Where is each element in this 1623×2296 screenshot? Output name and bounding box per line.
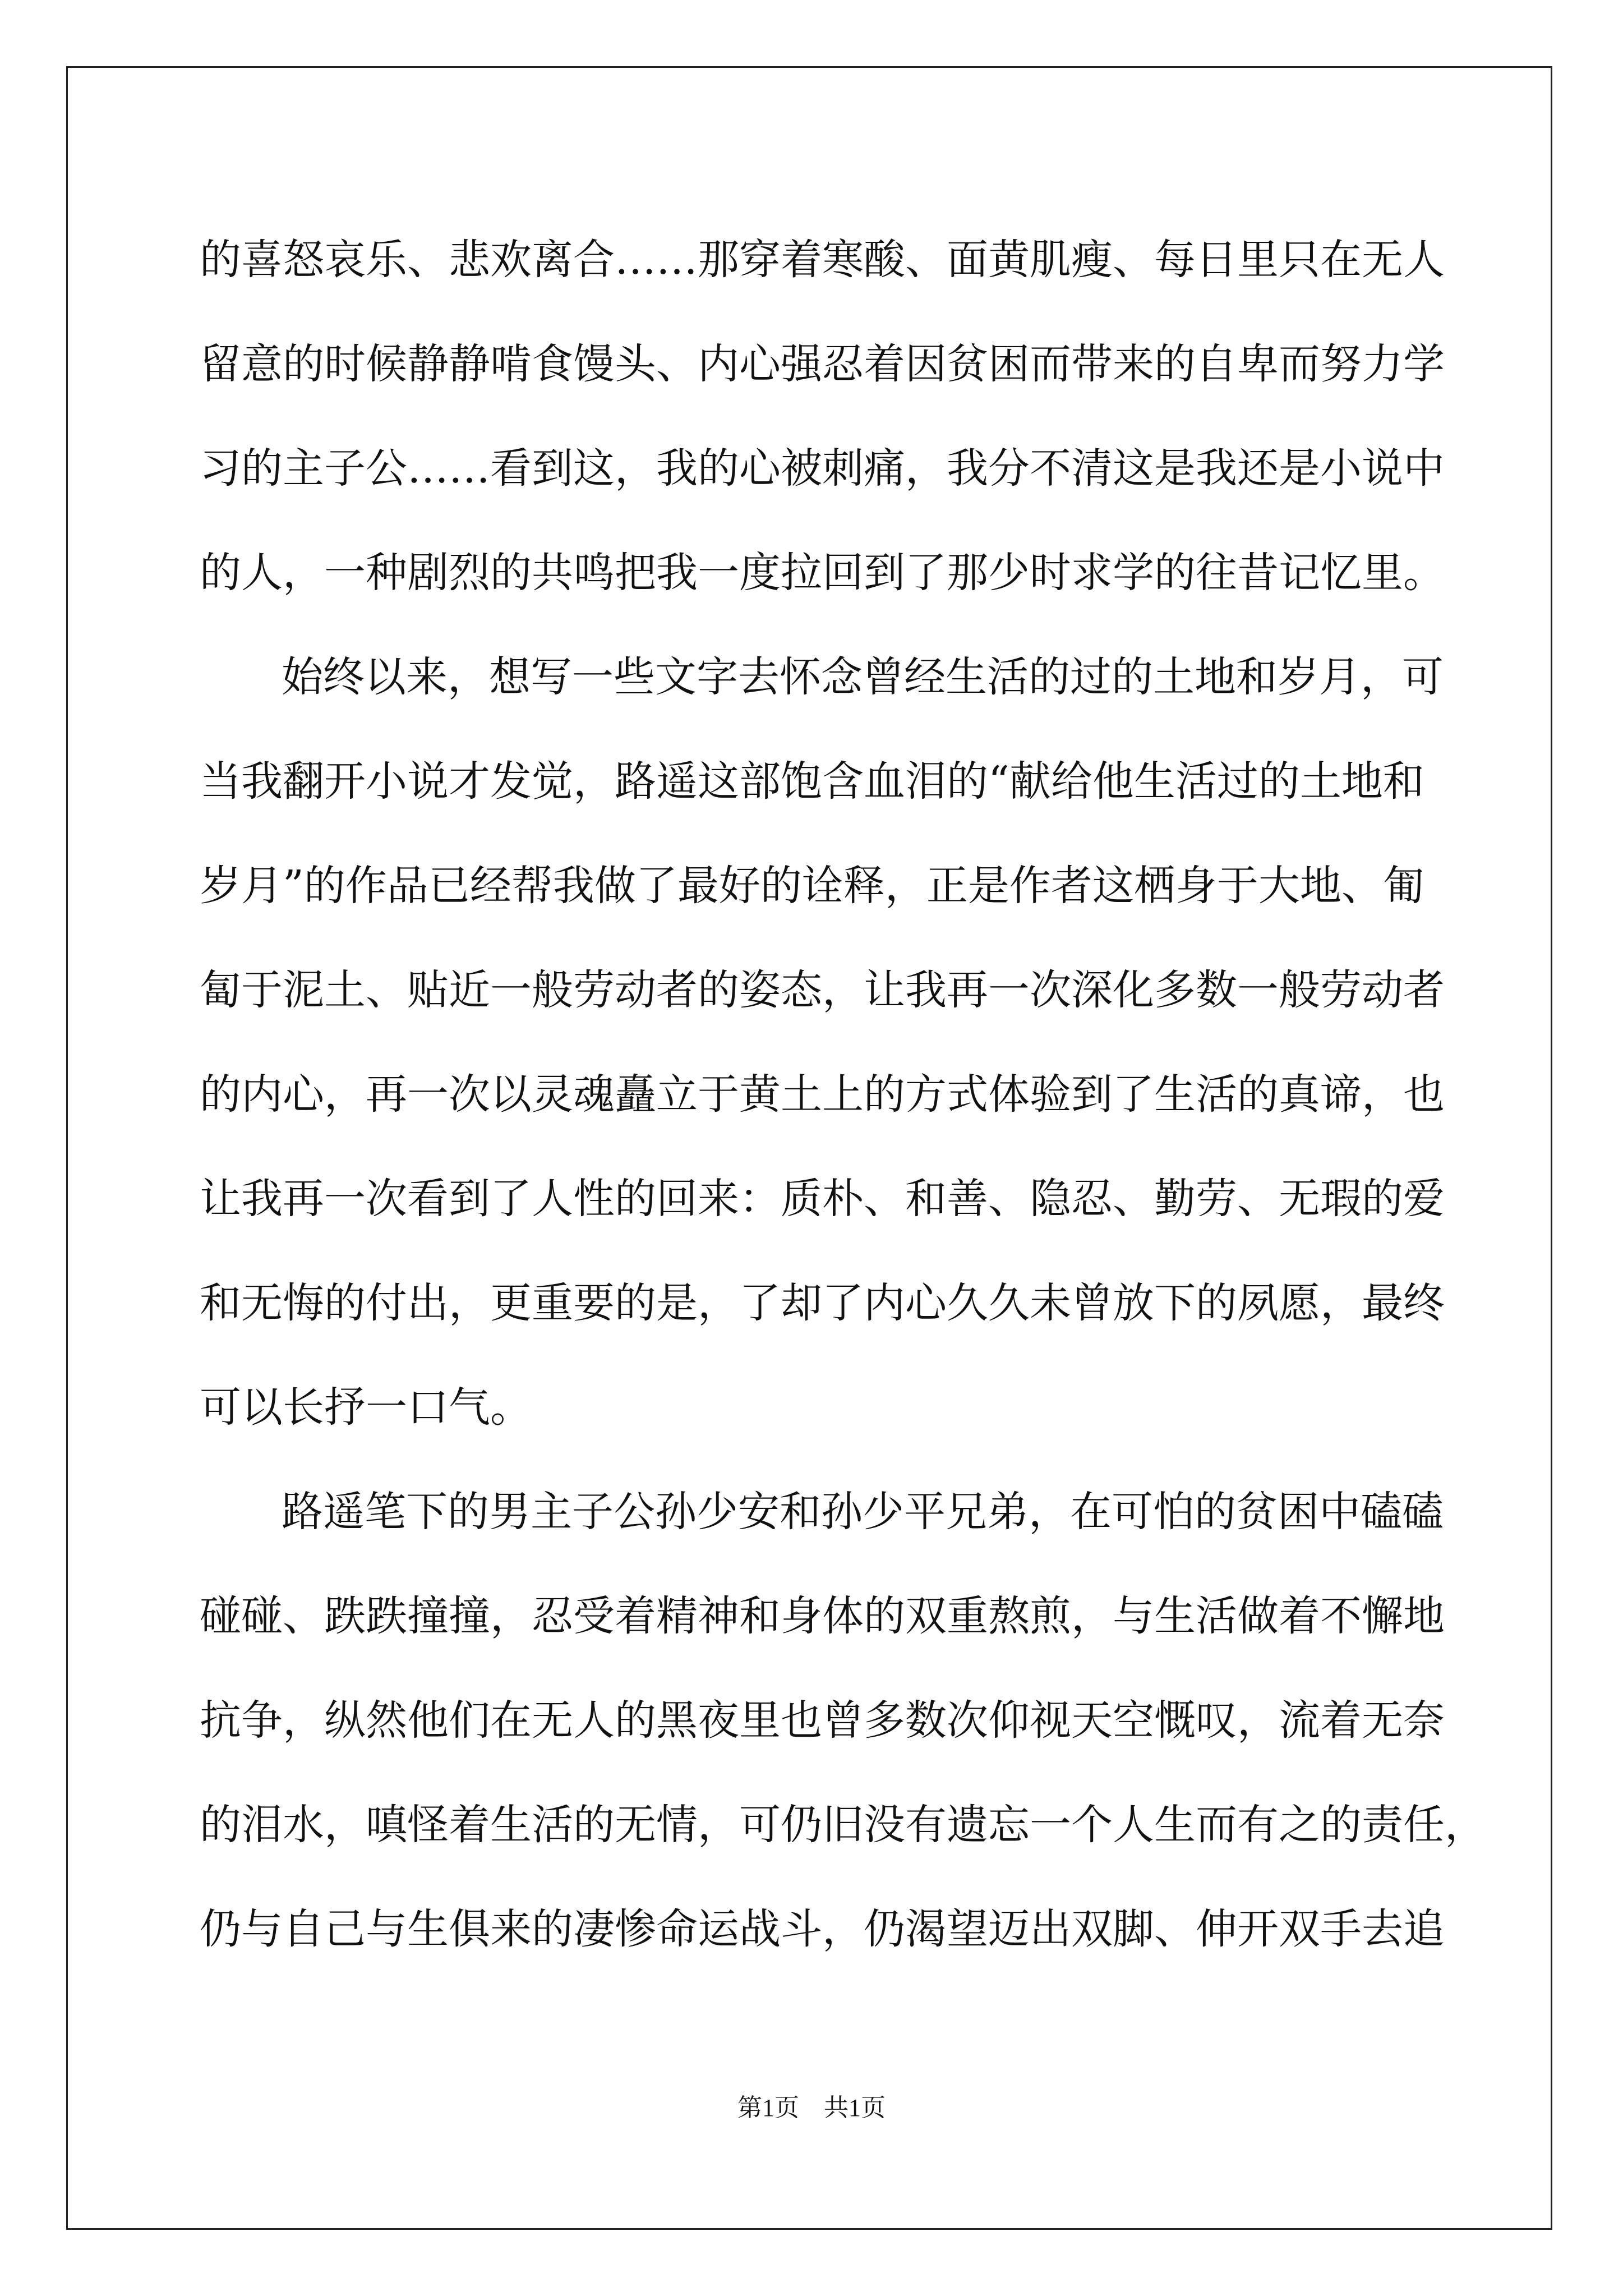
text-line: 让我再一次看到了人性的回来：质朴、和善、隐忍、勤劳、无瑕的爱 — [200, 1175, 1445, 1223]
text-line: 仍与自己与生俱来的凄惨命运战斗，仍渴望迈出双脚、伸开双手去追 — [200, 1905, 1445, 1953]
text-line: 习的主子公……看到这，我的心被刺痛，我分不清这是我还是小说中 — [200, 444, 1445, 493]
text-line: 留意的时候静静啃食馒头、内心强忍着因贫困而带来的自卑而努力学 — [200, 340, 1445, 388]
document-body — [200, 208, 1486, 1981]
text-line: 碰碰、跌跌撞撞，忍受着精神和身体的双重熬煎，与生活做着不懈地 — [200, 1592, 1445, 1640]
paragraph-start-line: 路遥笔下的男主子公孙少安和孙少平兄弟，在可怕的贫困中磕磕 — [282, 1488, 1444, 1536]
text-line: 的喜怒哀乐、悲欢离合……那穿着寒酸、面黄肌瘦、每日里只在无人 — [200, 236, 1445, 284]
text-line: 的泪水，嗔怪着生活的无情，可仍旧没有遗忘一个人生而有之的责任， — [200, 1801, 1486, 1849]
text-line: 的人，一种剧烈的共鸣把我一度拉回到了那少时求学的往昔记忆里。 — [200, 549, 1445, 597]
text-line: 可以长抒一口气。 — [200, 1383, 532, 1432]
text-line: 和无悔的付出，更重要的是，了却了内心久久未曾放下的夙愿，最终 — [200, 1279, 1445, 1327]
text-line: 当我翻开小说才发觉，路遥这部饱含血泪的“献给他生活过的土地和 — [200, 757, 1424, 806]
text-line: 岁月”的作品已经帮我做了最好的诠释，正是作者这栖身于大地、匍 — [200, 862, 1424, 910]
text-line: 匐于泥土、贴近一般劳动者的姿态，让我再一次深化多数一般劳动者 — [200, 966, 1445, 1014]
paragraph-start-line: 始终以来，想写一些文字去怀念曾经生活的过的土地和岁月，可 — [282, 653, 1444, 701]
page-number-footer: 第1页 共1页 — [737, 2094, 886, 2122]
text-line: 的内心，再一次以灵魂矗立于黄土上的方式体验到了生活的真谛，也 — [200, 1070, 1445, 1119]
text-line: 抗争，纵然他们在无人的黑夜里也曾多数次仰视天空慨叹，流着无奈 — [200, 1696, 1445, 1745]
